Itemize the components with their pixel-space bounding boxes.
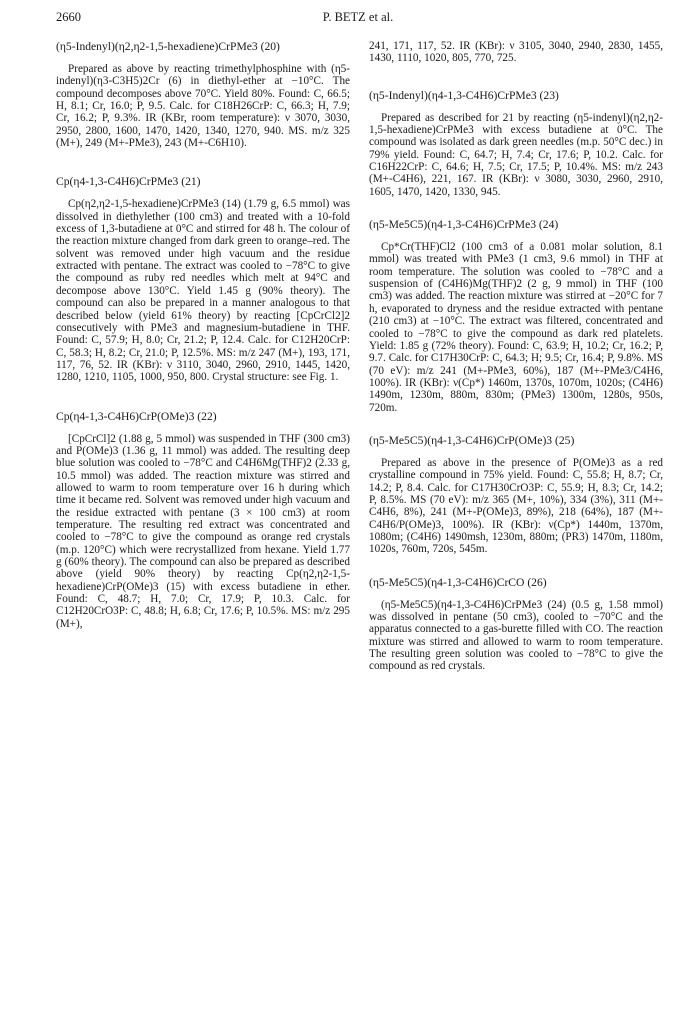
section-compound-24	[369, 218, 663, 414]
section-compound-22	[56, 410, 350, 631]
paragraph: [CpCrCl]2 (1.88 g, 5 mmol) was suspended in THF (300 cm3) and P(OMe)3 (1.36 g, 11 mmol) was added. The resulting deep blue solution was cooled to −78°C and C4H6Mg(THF)2 (2.33 g, 10.5 mmol) was added. The reaction mixture was stirred and allowed to warm to room temperature over 16 h during which time it became red. Solvent was removed under high vacuum and the residue extracted with pentane (3 × 100 cm3) at room temperature. The resulting red extract was concentrated and cooled to −78°C to give the compound as orange red crystals (m.p. 120°C) which were recrystallized from hexane. Yield 1.77 g (60% theory). The compound can also be prepared as described above (yield 90% theory) by reacting Cp(η2,η2-1,5-hexadiene)CrP(OMe)3 (15) with excess butadiene in ether. Found: C, 48.7; H, 7.0; Cr, 17.9; P, 10.3. Calc. for C12H20CrO3P: C, 48.8; H, 6.8; Cr, 17.6; P, 10.5%. MS: m/z 295 (M+),	[56, 432, 350, 630]
left-column	[56, 40, 350, 650]
section-compound-26	[369, 576, 663, 673]
page-header	[56, 10, 660, 26]
paragraph: Prepared as described for 21 by reacting (η5-indenyl)(η2,η2-1,5-hexadiene)CrPMe3 with excess butadiene at 0°C. The compound was isolated as dark green needles (m.p. 50°C dec.) in 79% yield. Found: C, 64.7; H, 7.4; Cr, 17.6; P, 10.2. Calc. for C16H22CrP: C, 64.6; H, 7.5; Cr, 17.5; P, 10.4%. MS: m/z 243 (M+-C4H6), 221, 167. IR (KBr): ν 3080, 3030, 2960, 2910, 1605, 1470, 1420, 1330, 945.	[369, 111, 663, 198]
paragraph: Cp*Cr(THF)Cl2 (100 cm3 of a 0.081 molar solution, 8.1 mmol) was treated with PMe3 (1 cm3, 9.6 mmol) in THF at room temperature. The solution was cooled to −78°C and a suspension of (C4H6)Mg(THF)2 (2 g, 9 mmol) in THF (100 cm3) was added. The reaction mixture was stirred at −20°C for 7 h, evaporated to dryness and the residue extracted with pentane (210 cm3) at −10°C. The extract was filtered, concentrated and cooled to −78°C to give the compound as dark red platelets. Yield: 1.85 g (72% theory). Found: C, 63.9; H, 10.2; Cr, 16.2; P, 9.7. Calc. for C17H30CrP: C, 64.3; H; 9.5; Cr, 16.4; P, 9.8%. MS (70 eV): m/z 241 (M+-PMe3, 60%), 187 (M+-PMe3/C4H6, 100%). IR (KBr): ν(Cp*) 1460m, 1370s, 1070m, 1020s; (C4H6) 1490m, 1230m, 880m, 830m; (PMe3) 1300m, 1280s, 950s, 720m.	[369, 241, 663, 414]
paragraph: Cp(η2,η2-1,5-hexadiene)CrPMe3 (14) (1.79 g, 6.5 mmol) was dissolved in diethylether (100 cm3) and treated with a 10-fold excess of 1,3-butadiene at 0°C and stirred for 48 h. The colour of the reaction mixture changed from dark green to orange–red. The solvent was removed under high vacuum and the residue extracted with pentane. The extract was cooled to −78°C to give the compound as ruby red needles which melt at 94°C and decompose above 130°C. Yield 1.45 g (90% theory). The compound can also be prepared in a manner analogous to that described below (yield 61% theory) by reacting [CpCrCl2]2 consecutively with PMe3 and magnesium-butadiene in THF. Found: C, 57.9; H, 8.0; Cr, 21.2; P, 12.4. Calc. for C12H20CrP: C, 58.3; H, 8.2; Cr, 21.0; P, 12.5%. MS: m/z 247 (M+), 193, 171, 117, 76, 52. IR (KBr): ν 3110, 3040, 2960, 2910, 1445, 1420, 1280, 1210, 1105, 1000, 950, 800. Crystal structure: see Fig. 1.	[56, 198, 350, 384]
section-title: (η5-Indenyl)(η4-1,3-C4H6)CrPMe3 (23)	[369, 88, 559, 102]
paragraph: Prepared as above by reacting trimethylphosphine with (η5-indenyl)(η3-C3H5)2Cr (6) in diethyl-ether at −10°C. The compound decomposes above 70°C. Yield 80%. Found: C, 66.5; H, 8.1; Cr, 16.0; P, 9.5. Calc. for C18H26CrP: C, 66.3; H, 7.9; Cr, 16.2; P, 9.3%. IR (KBr, room temperature): ν 3070, 3030, 2950, 2800, 1600, 1470, 1420, 1340, 1270, 940. MS. m/z 325 (M+), 249 (M+-PMe3), 243 (M+-C6H10).	[56, 63, 350, 150]
section-title: (η5-Me5C5)(η4-1,3-C4H6)CrP(OMe)3 (25)	[369, 433, 575, 447]
paragraph: (η5-Me5C5)(η4-1,3-C4H6)CrPMe3 (24) (0.5 g, 1.58 mmol) was dissolved in pentane (50 cm3), cooled to −70°C and the apparatus connected to a gas-burette filled with CO. The reaction mixture was stirred and allowed to warm to room temperature. The resulting green solution was cooled to −78°C to give the compound as red crystals.	[369, 598, 663, 673]
section-title: (η5-Me5C5)(η4-1,3-C4H6)CrCO (26)	[369, 575, 547, 589]
section-compound-20	[56, 40, 350, 149]
section-compound-21	[56, 175, 350, 383]
continued-paragraph: 241, 171, 117, 52. IR (KBr): ν 3105, 3040, 2940, 2830, 1455, 1430, 1110, 1020, 805, 770, 725.	[369, 40, 663, 65]
section-compound-25	[369, 434, 663, 556]
section-title: (η5-Me5C5)(η4-1,3-C4H6)CrPMe3 (24)	[369, 218, 559, 232]
section-title: (η5-Indenyl)(η2,η2-1,5-hexadiene)CrPMe3 (20)	[56, 40, 280, 53]
page-number: 2660	[56, 10, 81, 24]
section-title: Cp(η4-1,3-C4H6)CrPMe3 (21)	[56, 175, 201, 189]
paragraph: Prepared as above in the presence of P(OMe)3 as a red crystalline compound in 75% yield. Found: C, 55.8; H, 8.7; Cr, 14.2; P, 8.4. Calc. for C17H30CrO3P: C, 55.9; H, 8.3; Cr, 14.2; P, 8.5%. MS (70 eV): m/z 365 (M+, 10%), 334 (3%), 311 (M+-C4H6, 8%), 241 (M+-P(OMe)3, 89%), 218 (64%), 187 (M+-C4H6/P(OMe)3, 100%). IR (KBr): ν(Cp*) 1440m, 1370m, 1080m; (C4H6) 1490msh, 1230m, 880m; (PR3) 1470m, 1180m, 1020s, 760m, 720s, 545m.	[369, 456, 663, 556]
running-head: P. BETZ et al.	[322, 10, 394, 24]
section-title: Cp(η4-1,3-C4H6)CrP(OMe)3 (22)	[56, 409, 217, 423]
right-column	[369, 40, 663, 693]
section-compound-23	[369, 89, 663, 198]
